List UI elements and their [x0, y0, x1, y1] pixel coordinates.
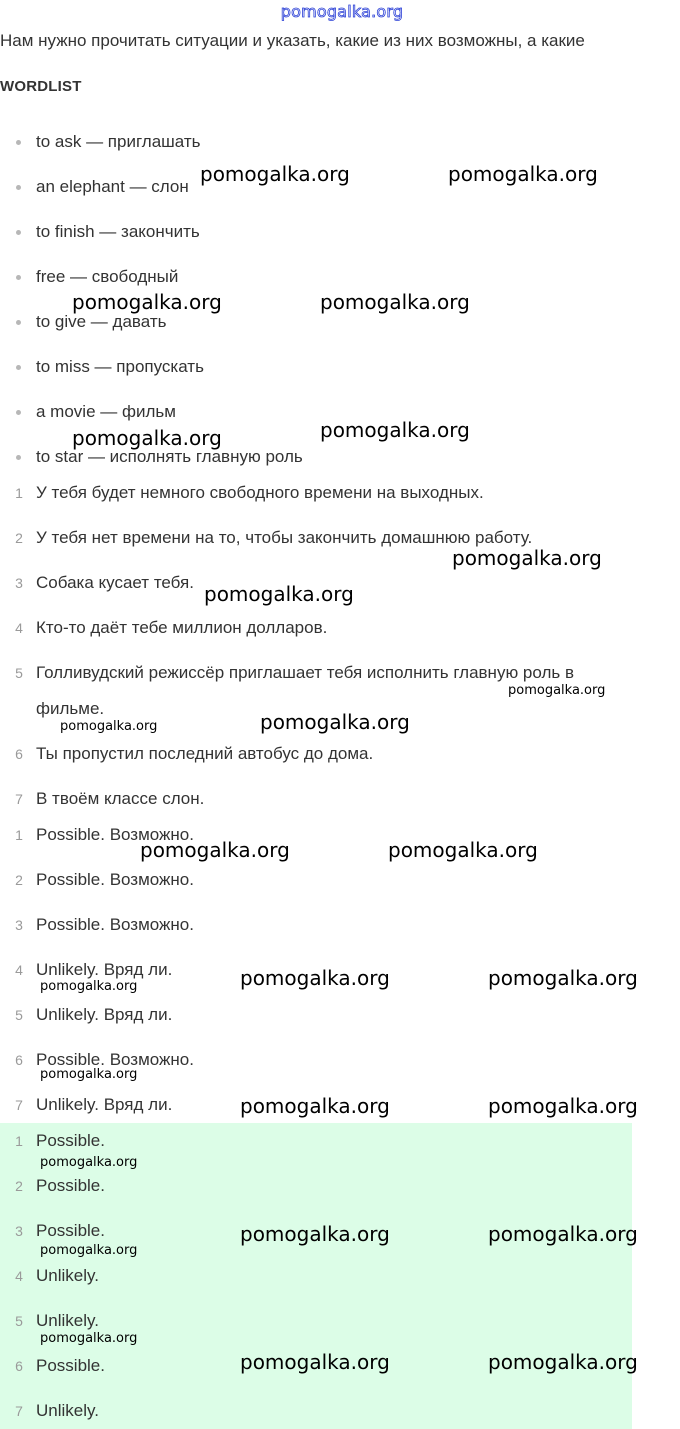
watermark: pomogalka.org — [488, 966, 638, 990]
watermark: pomogalka.org — [240, 1350, 390, 1374]
wordlist-title: WORDLIST — [0, 78, 82, 95]
watermark: pomogalka.org — [488, 1094, 638, 1118]
watermark: pomogalka.org — [72, 290, 222, 314]
watermark: pomogalka.org — [488, 1350, 638, 1374]
watermark: pomogalka.org — [40, 979, 138, 994]
watermark: pomogalka.org — [40, 1155, 138, 1170]
bullet-icon — [16, 320, 21, 325]
site-header — [0, 0, 680, 24]
watermark: pomogalka.org — [260, 710, 410, 734]
watermark: pomogalka.org — [204, 582, 354, 606]
bullet-icon — [16, 275, 21, 280]
bullet-icon — [16, 455, 21, 460]
watermark: pomogalka.org — [140, 838, 290, 862]
watermark: pomogalka.org — [240, 1222, 390, 1246]
watermark: pomogalka.org — [60, 719, 158, 734]
watermark: pomogalka.org — [488, 1222, 638, 1246]
watermark: pomogalka.org — [388, 838, 538, 862]
watermark: pomogalka.org — [240, 1094, 390, 1118]
watermark: pomogalka.org — [40, 1067, 138, 1082]
watermark: pomogalka.org — [40, 1331, 138, 1346]
watermark: pomogalka.org — [200, 162, 350, 186]
bullet-icon — [16, 230, 21, 235]
bullet-icon — [16, 410, 21, 415]
watermark: pomogalka.org — [508, 683, 606, 698]
bullet-icon — [16, 185, 21, 190]
watermark: pomogalka.org — [320, 290, 470, 314]
bullet-icon — [16, 140, 21, 145]
watermark: pomogalka.org — [240, 966, 390, 990]
bullet-icon — [16, 365, 21, 370]
watermark: pomogalka.org — [40, 1243, 138, 1258]
watermark: pomogalka.org — [448, 162, 598, 186]
watermark: pomogalka.org — [72, 426, 222, 450]
watermark: pomogalka.org — [452, 546, 602, 570]
header-watermark: pomogalka.org — [280, 2, 404, 21]
intro-text: Нам нужно прочитать ситуации и указать, какие из них возможны, а какие — [0, 31, 585, 50]
watermark: pomogalka.org — [320, 418, 470, 442]
